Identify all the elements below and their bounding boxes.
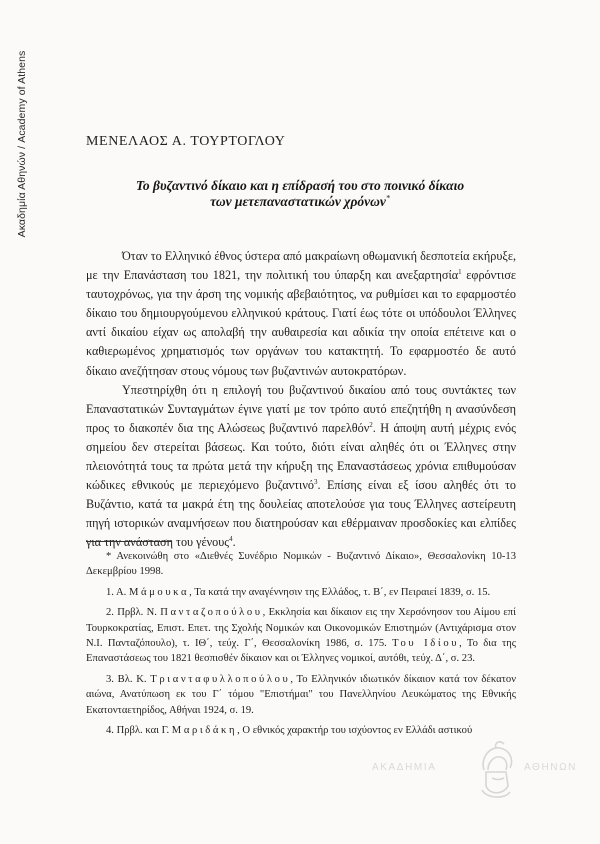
watermark-right-text: ΑΘΗΝΩΝ: [524, 762, 577, 773]
footnote-1: [86, 585, 516, 600]
p1-text-b: εφρόντισε ταυτοχρόνως, για την άρση της νομικής αβεβαιότητος, να ρυθμίσει και το εφαρμοστέο δίκαιο του δημιουργούμενου ελληνικού κράτους. Γιατί έως τότε οι υπόδουλοι Έλληνες αντί δικαίου είχαν ως απολαβή την αυθαιρεσία και αδικία την οποία επέτεινε και ο καθιερωμένος χρηματισμός των οργάνων του κατακτητή. Το εφαρμοστέο δε αυτό δίκαιο ανεζήτησαν στους νόμους των βυζαντινών αυτοκρατόρων.: [86, 268, 517, 378]
academy-watermark: [372, 740, 580, 800]
title-line-2: [70, 194, 530, 210]
footnote-ref-2: 2: [369, 420, 373, 429]
fn3-post: , Το Ελληνικόν ιδιωτικόν δίκαιον κατά τον δέκατον αιώνα, Ανατύπωση εκ του Γ΄ τόμου "Επιστήμαι" του Πανελληνίου Λευκώματος της Εθνικής Εκατονταετηρίδος, Αθήναι 1924, σ. 19.: [86, 673, 517, 716]
fn4-post: , Ο εθνικός χαρακτήρ του ισχύοντος εν Ελλάδι αστικού: [237, 725, 473, 737]
article-title: [70, 178, 530, 210]
title-footnote-mark: *: [385, 193, 390, 203]
p2-text-end: .: [232, 535, 236, 550]
fn2-mid: , Εκκλησία και δίκαιον εις την Χερσόνησον του Αίμου επί Τουρκοκρατίας, Επιστ. Επετ. της Σχολής Νομικών και Οικονομικών Επιστημών (Αντιχάρισμα στον Ν.Ι. Πανταζόπουλο), τ. ΙΘ΄, τεύχ. Γ΄, Θεσσαλονίκη 1986, σ. 175.: [86, 607, 517, 650]
p2-text-c: . Επίσης είναι εξ ίσου αληθές ότι το Βυζάντιο, κατά τα μακρά έτη της δουλείας αποτελούσε για τους Έλληνες αστείρευτη πηγή ιστορικών αναμνήσεων που διατηρούσαν και εθέρμαιναν προσδοκίες και ελπίδες για την ανάσταση του γένους: [86, 478, 516, 550]
footnote-ref-1: 1: [458, 268, 462, 277]
footnote-2: [86, 605, 516, 667]
watermark-left-text: ΑΚΑΔΗΜΙΑ: [372, 762, 437, 773]
paragraph-2: [86, 381, 516, 553]
fn2-author-2: Του Ιδίου: [392, 638, 460, 650]
paragraph-1: [86, 247, 516, 381]
fn4-author: Μαριδάκη: [171, 725, 238, 737]
title-line-2-text: των μετεπαναστατικών χρόνων: [210, 194, 386, 209]
fn3-author: Τριανταφυλλοπούλου: [150, 673, 291, 685]
title-line-1: Το βυζαντινό δίκαιο και η επίδρασή του στο ποινικό δίκαιο: [135, 178, 465, 193]
athena-seal-icon: [470, 740, 522, 802]
fn1-author: Μάμουκα: [128, 586, 190, 598]
fn2-post: , Το δια της Επαναστάσεως του 1821 θεσπισθέν δίκαιον και οι Έλληνες νομικοί, αυτόθι, τεύχ. Δ΄, σ. 23.: [86, 638, 517, 665]
fn3-pre: 3. Βλ. Κ.: [106, 673, 151, 685]
article-body: [86, 247, 516, 553]
p2-text-a: Υπεστηρίχθη ότι η επιλογή του βυζαντινού δικαίου από τους συντάκτες των Επαναστατικών Συνταγμάτων έγινε γιατί με τον τρόπο αυτό επεζητήθη η ανασύνδεση προς το διακοπέν δια της Αλώσεως βυζαντινό παρελθόν: [86, 382, 516, 435]
academy-label-text: Ακαδημία Αθηνών / Academy of Athens: [16, 50, 28, 238]
author-name: ΜΕΝΕΛΑΟΣ Α. ΤΟΥΡΤΟΓΛΟΥ: [86, 134, 286, 149]
footnote-star: * Ανεκοινώθη στο «Διεθνές Συνέδριο Νομικών - Βυζαντινό Δίκαιο», Θεσσαλονίκη 10-13 Δεκεμβρίου 1998.: [86, 551, 516, 578]
footnote-3: [86, 672, 516, 718]
fn1-pre: 1. Α.: [106, 586, 129, 598]
footnote-4: [86, 723, 516, 738]
p1-text-a: Όταν το Ελληνικό έθνος ύστερα από μακραίωνη οθωμανική δεσποτεία εκήρυξε, με την Επανάσταση του 1821, την πολιτική του ύπαρξη και ανεξαρτησία: [86, 249, 516, 283]
fn1-post: , Τα κατά την αναγέννησιν της Ελλάδος, τ. Β΄, εν Πειραιεί 1839, σ. 15.: [189, 586, 491, 598]
p2-text-b: . Η άποψη αυτή μέχρις ενός σημείου δεν στερείται βάσεως. Και τούτο, διότι είναι αληθές ότι οι Έλληνες στην πλειονότητά τους τα πρώτα μετά την κήρυξη της Επαναστάσεως χρόνια επιθυμούσαν κώδικες εθνικούς με περιεχόμενο βυζαντινό: [86, 420, 516, 493]
footnote-ref-4: 4: [229, 535, 233, 544]
sidebar-academy-label: [12, 44, 32, 244]
fn2-pre: 2. Πρβλ. Ν.: [106, 607, 161, 619]
fn2-author: Πανταζοπούλου: [160, 607, 263, 619]
footnotes: [86, 549, 516, 743]
footnote-divider: [86, 541, 172, 542]
footnote-ref-3: 3: [313, 478, 318, 487]
fn4-pre: 4. Πρβλ. και Γ.: [106, 725, 172, 737]
